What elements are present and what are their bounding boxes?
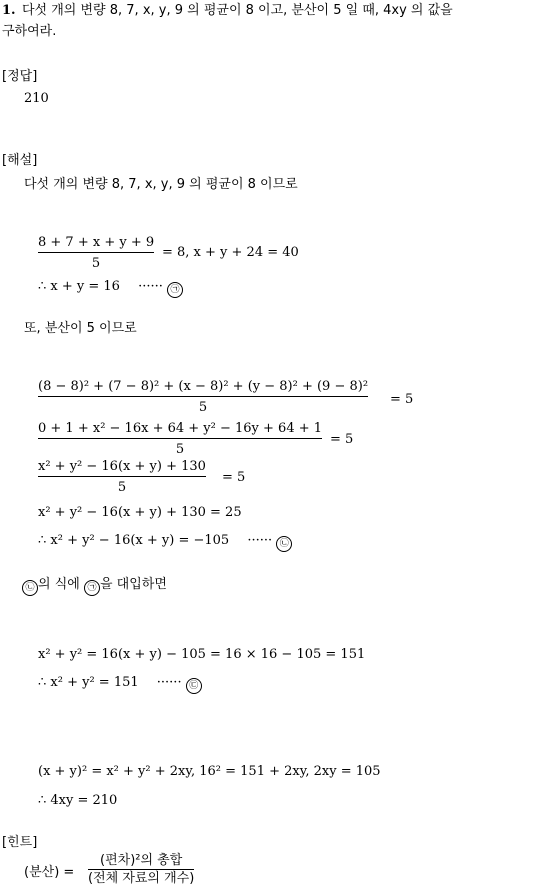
- answer-value: 210: [24, 91, 49, 106]
- var4-equation: x² + y² − 16(x + y) + 130 = 25: [38, 505, 242, 520]
- var-fraction-3: [38, 460, 206, 494]
- problem-number: 1.: [2, 3, 16, 18]
- var3-tail: = 5: [222, 470, 246, 485]
- problem-text-line1: 다섯 개의 변량 8, 7, x, y, 9 의 평균이 8 이고, 분산이 5 일 때, 4xy 의 값을: [22, 3, 453, 18]
- hint-header: [힌트]: [2, 835, 38, 850]
- circled-giyeok-icon: ㉠: [84, 580, 100, 596]
- sub1-equation: x² + y² = 16(x + y) − 105 = 16 × 16 − 105 = 151: [38, 647, 366, 662]
- fraction-bar: [38, 438, 322, 439]
- hint-numerator: (편차)²의 총합: [100, 853, 183, 868]
- circled-nieun-icon: ㉡: [22, 580, 38, 596]
- var2-denominator: 5: [175, 442, 185, 457]
- fraction-bar: [38, 476, 206, 477]
- fraction-bar: [38, 396, 368, 397]
- mean-fraction: [38, 236, 154, 270]
- substitution-sentence: [22, 578, 167, 596]
- solution-intro: 다섯 개의 변량 8, 7, x, y, 9 의 평균이 8 이므로: [24, 177, 298, 192]
- fraction-bar: [88, 869, 194, 870]
- circled-digeut-icon: ㉢: [186, 678, 202, 694]
- subst-text: 의 식에: [38, 577, 84, 592]
- answer-header: [정답]: [2, 69, 38, 84]
- mean-denominator: 5: [91, 256, 101, 271]
- sum-eq-text: ∴ x + y = 16: [38, 279, 120, 294]
- hint-denominator: (전체 자료의 개수): [88, 871, 195, 886]
- circled-nieun-icon: ㉡: [276, 536, 292, 552]
- var2-tail: = 5: [330, 432, 354, 447]
- fin2-equation: ∴ 4xy = 210: [38, 793, 118, 808]
- var1-denominator: 5: [198, 400, 208, 415]
- dots: ······: [138, 279, 163, 294]
- var5-equation: [38, 534, 292, 552]
- var3-numerator: x² + y² − 16(x + y) + 130: [38, 459, 206, 474]
- var2-numerator: 0 + 1 + x² − 16x + 64 + y² − 16y + 64 + 1: [38, 421, 323, 436]
- var-fraction-1: [38, 380, 368, 414]
- fin1-equation: (x + y)² = x² + y² + 2xy, 16² = 151 + 2xy, 2xy = 105: [38, 764, 381, 779]
- hint-fraction: [88, 854, 194, 885]
- circled-giyeok-icon: ㉠: [167, 282, 183, 298]
- var1-tail: = 5: [390, 392, 414, 407]
- hint-lhs: (분산) =: [24, 865, 75, 880]
- solution-header: [해설]: [2, 153, 38, 168]
- sub2-text: ∴ x² + y² = 151: [38, 675, 139, 690]
- sum-equation: [38, 280, 183, 298]
- solution-also: 또, 분산이 5 이므로: [24, 321, 137, 336]
- mean-numerator: 8 + 7 + x + y + 9: [38, 235, 155, 250]
- var3-denominator: 5: [117, 480, 127, 495]
- mean-eq-tail: = 8, x + y + 24 = 40: [162, 245, 299, 260]
- var-fraction-2: [38, 422, 322, 456]
- dots: ······: [247, 533, 273, 548]
- dots: ······: [156, 675, 182, 690]
- var1-numerator: (8 − 8)² + (7 − 8)² + (x − 8)² + (y − 8)² + (9 − 8)²: [38, 379, 369, 394]
- fraction-bar: [38, 252, 154, 253]
- var5-text: ∴ x² + y² − 16(x + y) = −105: [38, 533, 230, 548]
- sub2-equation: [38, 676, 202, 694]
- problem-text-line2: 구하여라.: [2, 24, 57, 39]
- subst-end: 을 대입하면: [99, 577, 167, 592]
